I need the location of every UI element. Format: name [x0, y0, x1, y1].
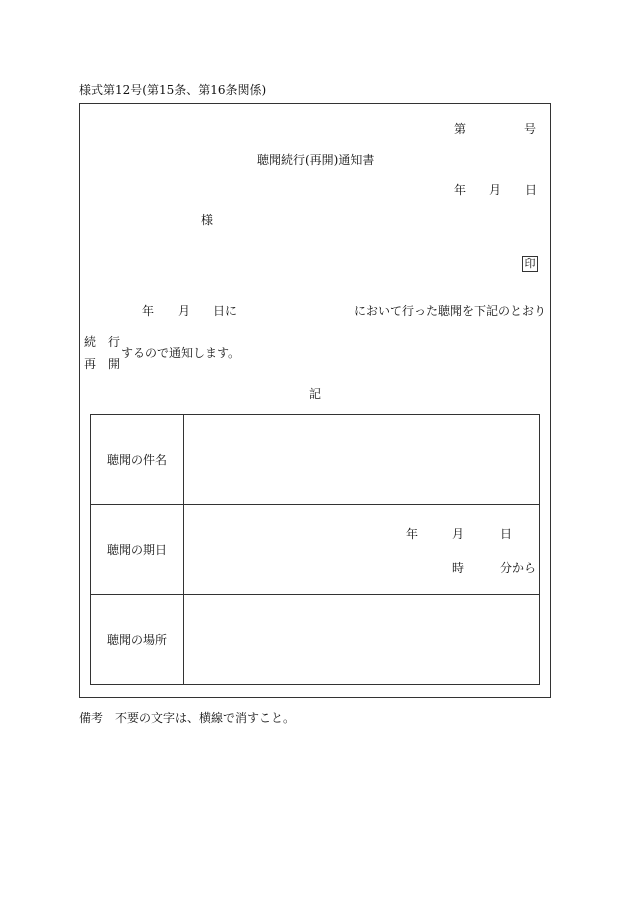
form-number: 様式第12号(第15条、第16条関係)	[79, 83, 267, 97]
body-conducted: において行った聴聞を下記のとおり	[354, 304, 547, 318]
label-place: 聴聞の場所	[91, 595, 184, 685]
recipient-sama: 様	[201, 213, 214, 227]
date-month: 月	[489, 183, 502, 197]
body-month: 月	[178, 304, 191, 318]
hearing-year: 年	[406, 527, 419, 541]
table-row	[91, 415, 540, 505]
value-place	[184, 595, 540, 685]
table-row	[91, 595, 540, 685]
hearing-day: 日	[500, 527, 513, 541]
hearing-month: 月	[452, 527, 465, 541]
footer-remark: 備考 不要の文字は、横線で消すこと。	[79, 711, 296, 725]
document-title: 聴聞続行(再開)通知書	[257, 153, 375, 167]
label-subject: 聴聞の件名	[91, 415, 184, 505]
value-subject	[184, 415, 540, 505]
hearing-hour: 時	[452, 561, 465, 575]
hearing-minute: 分から	[500, 561, 537, 575]
seal-mark	[522, 256, 538, 272]
seal-label: 印	[522, 256, 538, 272]
number-go: 号	[524, 122, 537, 136]
body-day: 日に	[213, 304, 238, 318]
value-date	[184, 505, 540, 595]
label-date: 聴聞の期日	[91, 505, 184, 595]
date-day: 日	[525, 183, 538, 197]
body-year: 年	[142, 304, 155, 318]
date-year: 年	[454, 183, 467, 197]
hearing-table	[90, 414, 540, 685]
table-row	[91, 505, 540, 595]
number-dai: 第	[454, 122, 467, 136]
choice-continue: 続 行	[84, 335, 121, 349]
choice-resume: 再 開	[84, 357, 121, 371]
body-end: するので通知します。	[121, 346, 241, 360]
ki-heading: 記	[309, 387, 322, 401]
